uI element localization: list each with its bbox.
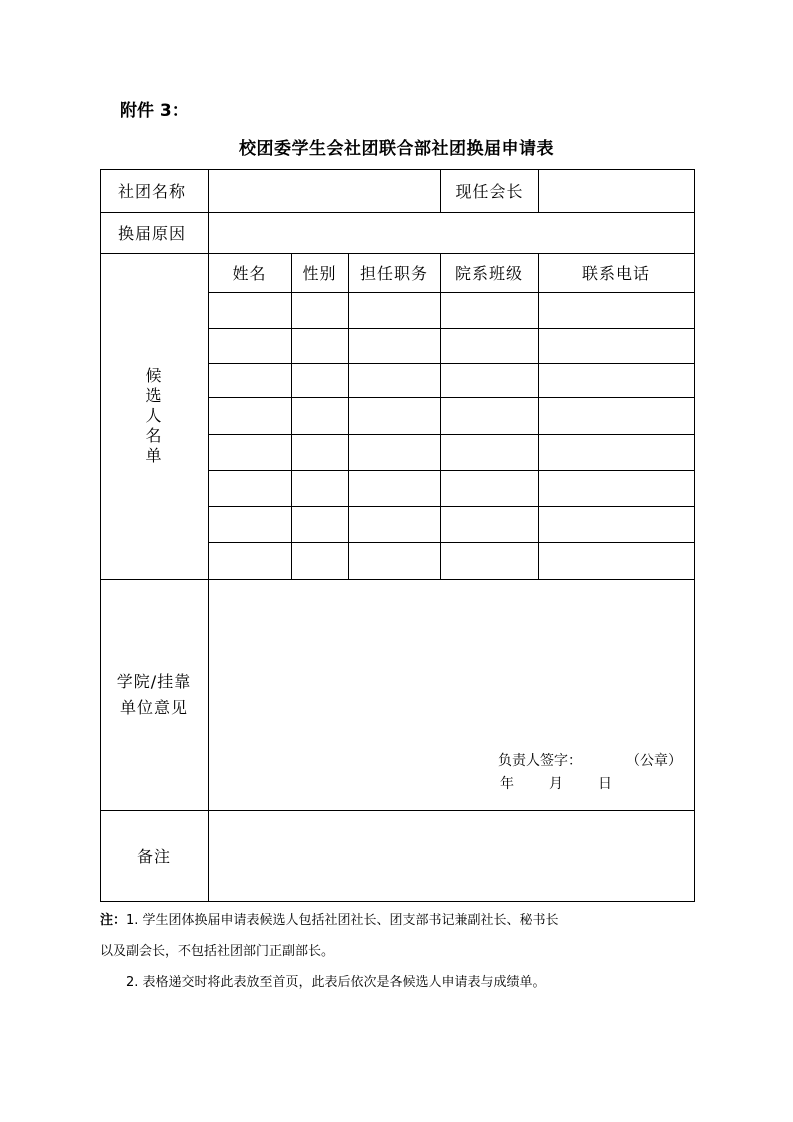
- column-header-position: 担任职务: [359, 264, 428, 283]
- candidate-gender-cell[interactable]: [292, 507, 348, 542]
- candidate-position-cell[interactable]: [349, 329, 440, 363]
- opinion-field[interactable]: [209, 580, 694, 810]
- club-name-field[interactable]: [209, 170, 440, 212]
- candidates-label-char: 名: [145, 426, 163, 445]
- application-form: [100, 169, 695, 902]
- candidate-class-cell[interactable]: [441, 329, 538, 363]
- date-year: 年: [500, 776, 514, 792]
- candidate-gender-cell[interactable]: [292, 435, 348, 470]
- remarks-label: 备注: [136, 847, 171, 866]
- current-president-field[interactable]: [539, 170, 694, 212]
- current-president-label: 现任会长: [455, 182, 524, 201]
- border-right: [694, 169, 695, 902]
- candidates-label-char: 人: [145, 406, 163, 425]
- candidate-position-cell[interactable]: [349, 507, 440, 542]
- notes: [100, 905, 700, 998]
- note1-line2: 以及副会长，不包括社团部门正副部长。: [100, 944, 335, 959]
- candidate-phone-cell[interactable]: [539, 364, 694, 397]
- candidate-gender-cell[interactable]: [292, 471, 348, 506]
- candidate-position-cell[interactable]: [349, 398, 440, 434]
- candidates-label-char: 候: [145, 366, 163, 385]
- attachment-label: 附件 3：: [120, 101, 189, 121]
- candidate-name-cell[interactable]: [209, 507, 291, 542]
- candidate-phone-cell[interactable]: [539, 329, 694, 363]
- remarks-field[interactable]: [209, 811, 694, 901]
- column-header-phone: 联系电话: [581, 264, 650, 283]
- candidate-gender-cell[interactable]: [292, 293, 348, 328]
- date-month: 月: [549, 776, 563, 792]
- candidate-gender-cell[interactable]: [292, 329, 348, 363]
- column-header-name: 姓名: [232, 264, 267, 283]
- opinion-label-line2: 单位意见: [119, 697, 188, 717]
- candidate-gender-cell[interactable]: [292, 398, 348, 434]
- notes-prefix: 注：: [100, 913, 127, 928]
- candidate-class-cell[interactable]: [441, 293, 538, 328]
- opinion-label-line1: 学院/挂靠: [116, 671, 192, 691]
- candidate-position-cell[interactable]: [349, 543, 440, 579]
- club-name-label: 社团名称: [118, 182, 187, 201]
- page-title: 校团委学生会社团联合部社团换届申请表: [239, 139, 554, 159]
- note-1: [100, 905, 700, 936]
- opinion-label: [100, 579, 208, 810]
- border-bottom: [100, 901, 695, 902]
- candidates-label-char: 选: [145, 386, 163, 405]
- candidate-class-cell[interactable]: [441, 507, 538, 542]
- candidate-class-cell[interactable]: [441, 364, 538, 397]
- candidate-name-cell[interactable]: [209, 329, 291, 363]
- candidate-class-cell[interactable]: [441, 543, 538, 579]
- candidate-phone-cell[interactable]: [539, 293, 694, 328]
- candidate-class-cell[interactable]: [441, 398, 538, 434]
- candidate-phone-cell[interactable]: [539, 435, 694, 470]
- candidates-label: [100, 253, 208, 579]
- candidate-name-cell[interactable]: [209, 293, 291, 328]
- candidate-phone-cell[interactable]: [539, 398, 694, 434]
- candidate-class-cell[interactable]: [441, 471, 538, 506]
- candidate-phone-cell[interactable]: [539, 507, 694, 542]
- candidate-position-cell[interactable]: [349, 471, 440, 506]
- reason-field[interactable]: [209, 213, 694, 253]
- candidate-phone-cell[interactable]: [539, 543, 694, 579]
- candidate-name-cell[interactable]: [209, 543, 291, 579]
- note-2: 2. 表格递交时将此表放至首页，此表后依次是各候选人申请表与成绩单。: [126, 975, 546, 990]
- column-header-class: 院系班级: [454, 264, 523, 283]
- candidates-label-char: 单: [145, 446, 163, 465]
- candidate-class-cell[interactable]: [441, 435, 538, 470]
- note1-line1: 1. 学生团体换届申请表候选人包括社团社长、团支部书记兼副社长、秘书长: [126, 913, 559, 928]
- reason-label: 换届原因: [118, 224, 187, 243]
- candidate-name-cell[interactable]: [209, 471, 291, 506]
- date-day: 日: [598, 776, 612, 792]
- signature-label: 负责人签字：: [498, 753, 582, 769]
- candidate-gender-cell[interactable]: [292, 364, 348, 397]
- candidate-phone-cell[interactable]: [539, 471, 694, 506]
- candidate-position-cell[interactable]: [349, 293, 440, 328]
- candidate-position-cell[interactable]: [349, 364, 440, 397]
- candidate-position-cell[interactable]: [349, 435, 440, 470]
- candidate-name-cell[interactable]: [209, 398, 291, 434]
- column-header-gender: 性别: [302, 264, 337, 283]
- candidate-name-cell[interactable]: [209, 364, 291, 397]
- candidate-name-cell[interactable]: [209, 435, 291, 470]
- candidate-gender-cell[interactable]: [292, 543, 348, 579]
- seal-label: （公章）: [626, 753, 682, 769]
